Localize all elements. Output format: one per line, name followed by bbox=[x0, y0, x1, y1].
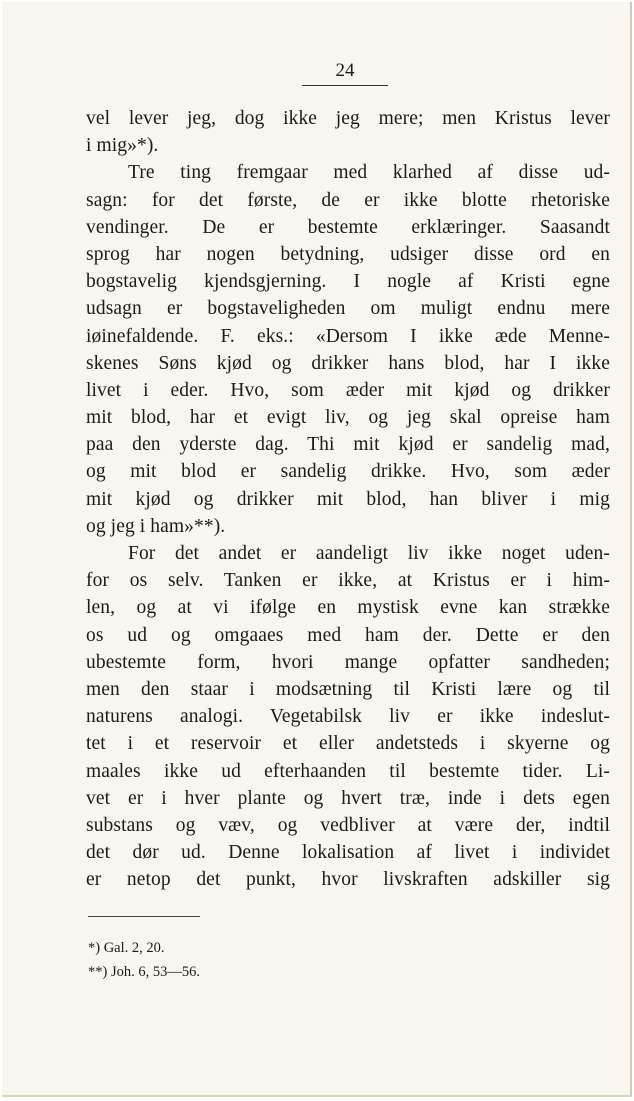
page-number: 24 bbox=[335, 60, 355, 81]
text-line: mit blod, har et evigt liv, og jeg skal opreise ham bbox=[86, 407, 610, 429]
text-line: iøinefaldende. F. eks.: «Dersom I ikke æde Menne- bbox=[86, 325, 610, 347]
text-line: naturens analogi. Vegetabilsk liv er ikke indeslut- bbox=[86, 706, 610, 728]
text-line: og mit blod er sandelig drikke. Hvo, som æder bbox=[86, 461, 610, 483]
footnotes bbox=[88, 936, 488, 984]
text-line: paa den yderste dag. Thi mit kjød er sandelig mad, bbox=[86, 434, 610, 456]
text-line: substans og væv, og vedbliver at være der, indtil bbox=[86, 814, 610, 836]
text-line: men den staar i modsætning til Kristi lære og til bbox=[86, 678, 610, 700]
footnote: *) Gal. 2, 20. bbox=[88, 940, 165, 956]
text-line: maales ikke ud efterhaanden til bestemte tider. Li- bbox=[86, 760, 610, 782]
text-line: os ud og omgaaes med ham der. Dette er den bbox=[86, 624, 610, 646]
text-line: i mig»*). bbox=[86, 135, 159, 157]
text-line: bogstavelig kjendsgjerning. I nogle af Kristi egne bbox=[86, 271, 610, 293]
book-page bbox=[2, 2, 632, 1097]
text-line: sagn: for det første, de er ikke blotte rhetoriske bbox=[86, 189, 610, 211]
text-line: mit kjød og drikker mit blod, han bliver i mig bbox=[86, 488, 610, 510]
text-line: sprog har nogen betydning, udsiger disse ord en bbox=[86, 243, 610, 265]
text-line: vendinger. De er bestemte erklæringer. Saasandt bbox=[86, 216, 610, 238]
text-line: tet i et reservoir et eller andetsteds i skyerne og bbox=[86, 733, 610, 755]
text-line: udsagn er bogstaveligheden om muligt endnu mere bbox=[86, 298, 610, 320]
text-line: det dør ud. Denne lokalisation af livet i individet bbox=[86, 842, 610, 864]
footnote: **) Joh. 6, 53—56. bbox=[88, 964, 200, 980]
text-line: livet i eder. Hvo, som æder mit kjød og drikker bbox=[86, 379, 610, 401]
text-line: ubestemte form, hvori mange opfatter sandheden; bbox=[86, 651, 610, 673]
footnote-rule bbox=[88, 916, 200, 917]
text-line: og jeg i ham»**). bbox=[86, 515, 226, 537]
text-line: skenes Søns kjød og drikker hans blod, har I ikke bbox=[86, 352, 610, 374]
page-number-rule bbox=[302, 85, 388, 86]
text-line: vel lever jeg, dog ikke jeg mere; men Kristus lever bbox=[86, 108, 610, 129]
text-line: er netop det punkt, hvor livskraften adskiller sig bbox=[86, 869, 610, 891]
text-line: for os selv. Tanken er ikke, at Kristus er i him- bbox=[86, 570, 610, 592]
text-line: len, og at vi ifølge en mystisk evne kan strække bbox=[86, 597, 610, 619]
text-line: vet er i hver plante og hvert træ, inde i dets egen bbox=[86, 787, 610, 809]
text-line: Tre ting fremgaar med klarhed af disse ud- bbox=[128, 162, 610, 184]
body-text bbox=[86, 105, 610, 893]
text-line: For det andet er aandeligt liv ikke noget uden- bbox=[128, 543, 610, 564]
